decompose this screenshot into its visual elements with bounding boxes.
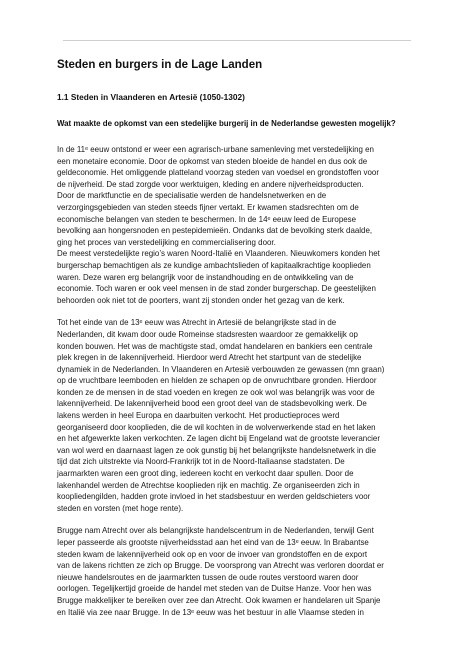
body-text: [57, 144, 429, 618]
text-line: ging het proces van verstedelijking en commercialisering door.: [57, 237, 276, 247]
text-line: economie. Toch waren er ook veel mensen in de stad zonder burgerschap. De geestelijken: [57, 284, 376, 294]
text-line: georganiseerd door kooplieden, die de wil kochten in de wolverwerkende stad en het laken: [57, 422, 376, 432]
text-line: de nijverheid. De stad zorgde voor werktuigen, kleding en andere nijverheidsproducten.: [57, 179, 364, 189]
text-line: Tot het einde van de 13ᵉ eeuw was Atrecht in Artesië de belangrijkste stad in de: [57, 318, 337, 328]
text-line: economische belangen van steden te beschermen. In de 14ᵉ eeuw leed de Europese: [57, 214, 357, 224]
text-line: konden ze de mensen in de stad voeden en kregen ze ook wol was belangrijk was voor de: [57, 387, 375, 397]
paragraph: [57, 525, 429, 618]
text-line: In de 11ᵉ eeuw ontstond er weer een agrarisch-urbane samenleving met verstedelijking en: [57, 145, 374, 154]
text-line: Brugge makkelijker te bereiken over zee dan Atrecht. Ook kwamen er handelaren uit Spanje: [57, 595, 381, 605]
paragraph: [57, 144, 429, 306]
question-heading: Wat maakte de opkomst van een stedelijke burgerij in de Nederlandse gewesten mogelijk?: [57, 119, 396, 128]
text-line: konden bouwen. Het was de machtigste stad, omdat handelaren en bankiers een centrale: [57, 341, 373, 351]
text-line: waren. Deze waren erg belangrijk voor de instandhouding en de ontwikkeling van de: [57, 272, 354, 282]
text-line: burgerschap bemachtigen als ze kundige ambachtslieden of kapitaalkrachtige kooplieden: [57, 260, 371, 270]
text-line: De meest verstedelijkte regio’s waren Noord-Italië en Vlaanderen. Nieuwkomers konden het: [57, 249, 380, 259]
text-line: jaarmarkten waren een groot ding, iedereen kocht en verkocht daar spullen. Door de: [57, 469, 354, 479]
text-line: van wol werd en daarnaast lagen ze ook gunstig bij het belangrijkste handelsnetwerk in die: [57, 445, 377, 455]
text-line: steden kwam de lakennijverheid ook op en voor de invoer van grondstoffen en de export: [57, 549, 368, 559]
text-line: Nederlanden, dit kwam door oude Romeinse stadsresten waardoor ze gemakkelijk op: [57, 329, 358, 339]
text-line: tijd dat zich uitstrekte via Noord-Frankrijk tot in de Noord-Italiaanse stadstaten. De: [57, 457, 345, 467]
text-line: lakens werden in heel Europa en daarbuiten verkocht. Het productieproces werd: [57, 411, 340, 421]
text-line: Ieper passeerde als grootste nijverheidsstad aan het eind van de 13ᵉ eeuw. In Brabantse: [57, 538, 369, 547]
paragraph: [57, 317, 429, 514]
text-line: van de lakens richtten ze zich op Brugge. De voorsprong van Atrecht was verloren doordat er: [57, 561, 384, 571]
text-line: lakenhandel werden de Atrechtse kooplieden rijk en machtig. Ze organiseerden zich in: [57, 480, 360, 490]
text-line: en Italië via zee naar Brugge. In de 13ᵉ eeuw was het bestuur in alle Vlaamse steden in: [57, 607, 364, 617]
text-line: nieuwe handelsroutes en de jaarmarkten tussen de oude routes verstoord waren door: [57, 572, 359, 582]
text-line: verzorgingsgebieden van steden steeds fijner vertakt. Er kwamen stadsrechten om de: [57, 202, 359, 212]
text-line: bevolking aan hongersnoden en pestepidemieën. Ondanks dat de bevolking sterk daalde,: [57, 226, 373, 236]
text-line: steden en vorsten (met hoge rente).: [57, 503, 184, 513]
text-line: lakennijverheid. De lakennijverheid bood een groot deel van de stadsbevolking werk. De: [57, 399, 367, 409]
text-line: behoorden ook niet tot de poorters, want zij stonden onder het gezag van de kerk.: [57, 295, 345, 305]
top-divider: [63, 40, 411, 41]
text-line: Brugge nam Atrecht over als belangrijkste handelscentrum in de Nederlanden, terwijl Gent: [57, 526, 374, 536]
text-line: Door de marktfunctie en de specialisatie werden de handelsnetwerken en de: [57, 191, 327, 201]
text-line: plek kregen in de lakennijverheid. Hierdoor werd Atrecht het startpunt van de stedelijke: [57, 353, 362, 363]
text-line: koopliedengilden, hadden grote invloed in het stadsbestuur en werden geldschieters voor: [57, 492, 371, 502]
text-line: op de vruchtbare leemboden en hielden ze schapen op de onvruchtbare gronden. Hierdoor: [57, 376, 377, 386]
document-content: [57, 58, 429, 629]
section-heading: 1.1 Steden in Vlaanderen en Artesië (1050-1302): [57, 92, 245, 102]
text-line: een monetaire economie. Door de opkomst van steden bloeide de handel en dus ook de: [57, 156, 368, 166]
document-title: Steden en burgers in de Lage Landen: [57, 59, 263, 71]
text-line: geldeconomie. Het omliggende platteland voorzag steden van voedsel en grondstoffen voor: [57, 168, 379, 178]
text-line: en het afgewerkte laken verkochten. Ze lagen dicht bij Engeland wat de grootste leverancier: [57, 434, 380, 444]
text-line: oorlogen. Tegelijkertijd groeide de handel met steden van de Duitse Hanze. Voor hen was: [57, 584, 372, 594]
text-line: dynamiek in de Nederlanden. In Vlaanderen en Artesië verbouwden ze gewassen (mn graan): [57, 364, 385, 374]
